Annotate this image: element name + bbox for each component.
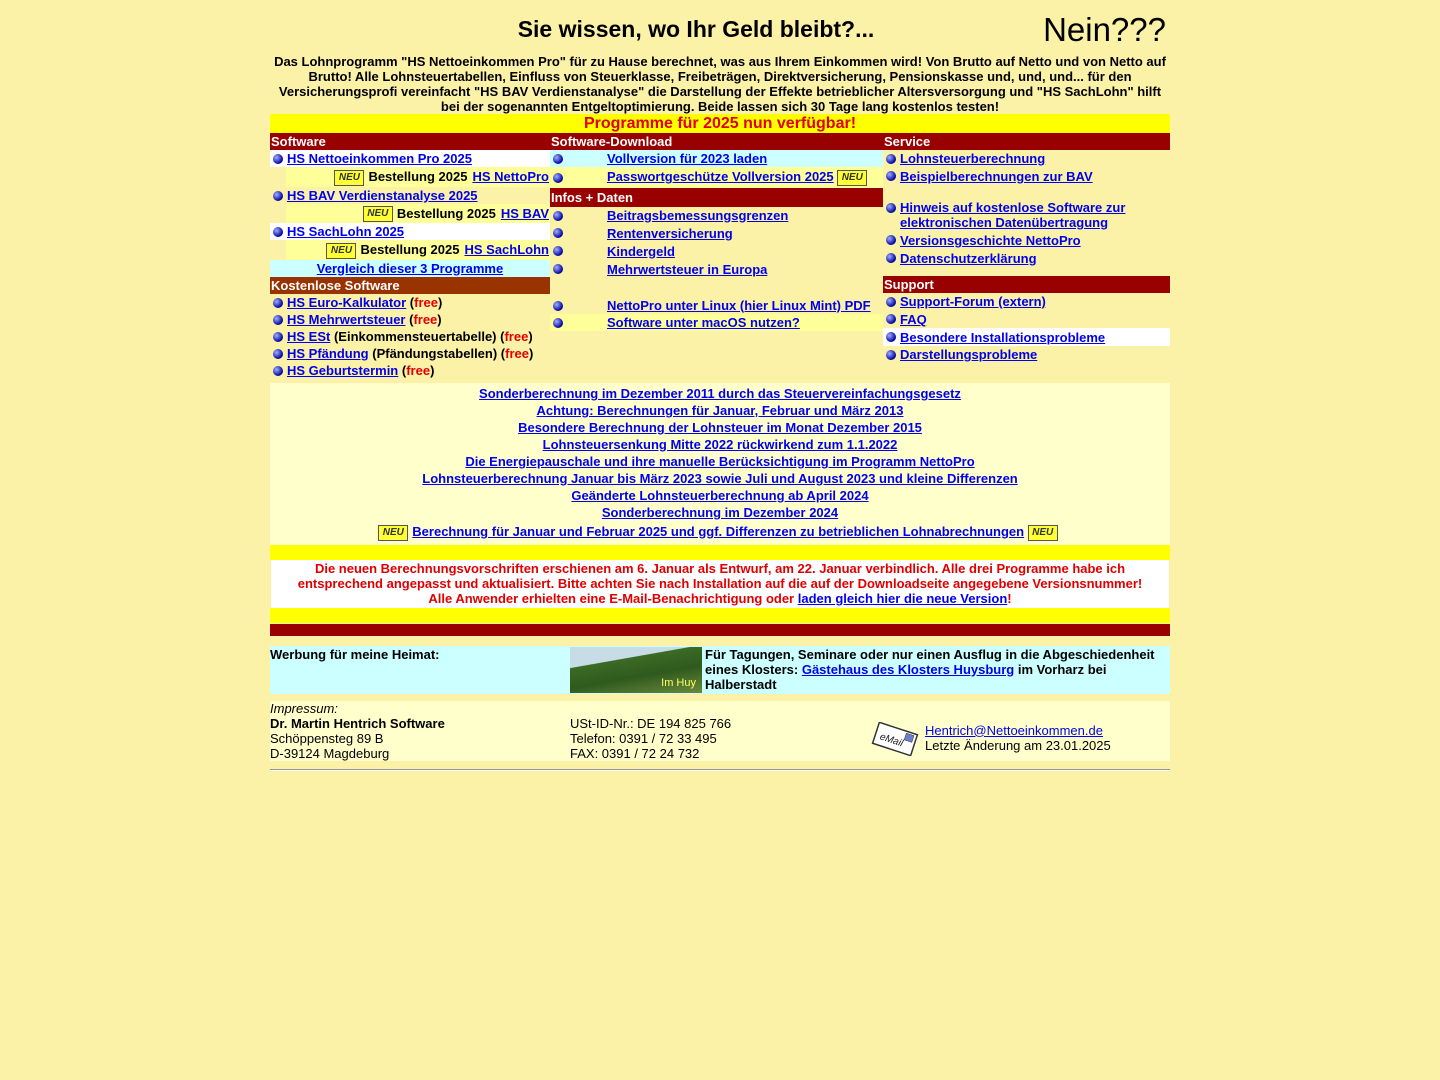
- email-icon-label: eMail: [878, 731, 905, 749]
- company-name: Dr. Martin Hentrich Software: [270, 715, 445, 731]
- bullet-icon: [886, 314, 896, 324]
- download-item: [550, 167, 883, 188]
- notice-end: !: [1007, 590, 1012, 606]
- compare-row: [270, 260, 550, 277]
- download-item: [550, 150, 883, 167]
- huysburg-link[interactable]: Gästehaus des Klosters Huysburg: [801, 661, 1015, 677]
- free-label: free: [414, 294, 438, 310]
- support-item: [883, 328, 1170, 346]
- update-notice: [271, 560, 1169, 608]
- info-item: [550, 242, 883, 260]
- link-versions[interactable]: Versionsgeschichte NettoPro: [900, 233, 1081, 248]
- special-link[interactable]: Die Energiepauschale und ihre manuelle Berücksichtigung im Programm NettoPro: [465, 454, 975, 469]
- service-column: [883, 133, 1170, 363]
- email-icon[interactable]: [870, 722, 920, 756]
- new-badge-icon: NEU: [363, 206, 393, 222]
- bullet-icon: [553, 246, 563, 256]
- red-band: [270, 624, 1170, 636]
- service-header: Service: [883, 133, 1170, 150]
- link-display-problems[interactable]: Darstellungsprobleme: [900, 347, 1038, 362]
- link-full-2025[interactable]: Passwortgeschütze Vollversion 2025: [607, 169, 834, 184]
- impressum-contact: [570, 716, 731, 761]
- service-item: [883, 150, 1170, 167]
- order-sachlohn-link[interactable]: HS SachLohn: [464, 242, 549, 258]
- software-column: [270, 133, 550, 379]
- free-label: free: [406, 362, 431, 378]
- link-full-2023[interactable]: Vollversion für 2023 laden: [607, 151, 768, 166]
- link-install-problems[interactable]: Besondere Installationsprobleme: [900, 330, 1106, 345]
- free-item: HS Mehrwertsteuer (free): [270, 311, 550, 328]
- impressum-email: [925, 723, 1111, 753]
- link-bav[interactable]: HS BAV Verdienstanalyse 2025: [287, 187, 478, 203]
- free-label: free: [413, 311, 438, 327]
- support-item: [883, 293, 1170, 310]
- link-linux[interactable]: NettoPro unter Linux (hier Linux Mint) PDF: [607, 297, 871, 313]
- pfaendung-note: (Pfändungstabellen) (: [372, 345, 506, 361]
- bullet-icon: [273, 191, 283, 201]
- bullet-icon: [886, 297, 896, 307]
- software-header: Software: [270, 133, 550, 150]
- bullet-icon: [273, 315, 283, 325]
- download-column: [550, 133, 883, 331]
- image-caption: Im Huy: [661, 676, 696, 689]
- info-item: [550, 207, 883, 224]
- software-item: [270, 223, 550, 240]
- link-lohnsteuer[interactable]: Lohnsteuerberechnung: [900, 151, 1046, 166]
- link-est[interactable]: HS ESt: [287, 328, 331, 344]
- bullet-icon: [553, 264, 563, 274]
- main-columns: [270, 133, 1170, 383]
- free-item: HS ESt (Einkommensteuertabelle) (free): [270, 328, 550, 345]
- footer-divider: [270, 769, 1170, 771]
- special-link-2025[interactable]: Berechnung für Januar und Februar 2025 und ggf. Differenzen zu betrieblichen Lohnabrechnungen: [412, 524, 1025, 539]
- bullet-icon: [273, 349, 283, 359]
- link-elster[interactable]: Hinweis auf kostenlose Software zur elektronischen Datenübertragung: [900, 200, 1126, 230]
- bullet-icon: [553, 173, 563, 183]
- phone: Telefon: 0391 / 72 33 495: [570, 730, 717, 746]
- order-nettopro-link[interactable]: HS NettoPro: [472, 169, 549, 184]
- link-macos[interactable]: Software unter macOS nutzen?: [607, 314, 800, 330]
- bullet-icon: [553, 318, 563, 328]
- order-bav-link[interactable]: HS BAV: [500, 205, 549, 221]
- info-item: [550, 224, 883, 242]
- bullet-icon: [273, 227, 283, 237]
- new-badge-icon: NEU: [837, 170, 867, 186]
- service-item: [883, 249, 1170, 270]
- special-link[interactable]: Geänderte Lohnsteuerberechnung ab April 2024: [571, 488, 869, 503]
- special-link[interactable]: Lohnsteuersenkung Mitte 2022 rückwirkend zum 1.1.2022: [542, 437, 898, 452]
- new-badge-icon: NEU: [1028, 525, 1058, 541]
- huy-landscape-image[interactable]: [570, 647, 702, 693]
- bullet-icon: [553, 301, 563, 311]
- order-row: [286, 167, 550, 187]
- bullet-icon: [886, 154, 896, 164]
- ad-text: [705, 647, 1165, 692]
- software-item: [270, 150, 550, 167]
- free-item: HS Pfändung (Pfändungstabellen) (free): [270, 345, 550, 362]
- availability-banner: Programme für 2025 nun verfügbar!: [270, 114, 1170, 133]
- compare-link[interactable]: Vergleich dieser 3 Programme: [316, 260, 504, 276]
- ad-text2: im Vorharz bei Halberstadt: [705, 661, 1107, 692]
- impressum-title: Impressum:: [270, 700, 338, 716]
- page-title: Sie wissen, wo Ihr Geld bleibt?...: [517, 16, 875, 42]
- order-label: Bestellung 2025: [360, 242, 460, 258]
- order-row: [286, 240, 550, 260]
- link-bbg[interactable]: Beitragsbemessungsgrenzen: [607, 207, 789, 223]
- special-link[interactable]: Besondere Berechnung der Lohnsteuer im Monat Dezember 2015: [518, 420, 922, 435]
- vat-id: USt-ID-Nr.: DE 194 825 766: [570, 715, 732, 731]
- bullet-icon: [886, 235, 896, 245]
- bullet-icon: [886, 171, 896, 181]
- service-item: [883, 199, 1170, 231]
- support-header: Support: [883, 276, 1170, 293]
- link-bav-examples[interactable]: Beispielberechnungen zur BAV: [900, 169, 1093, 184]
- bullet-icon: [886, 332, 896, 342]
- link-privacy[interactable]: Datenschutzerklärung: [900, 251, 1037, 266]
- notice-text: Die neuen Berechnungsvorschriften erschienen am 6. Januar als Entwurf, am 22. Januar verbindlich. Alle drei Programme habe ich entsprechend angepasst und aktualisiert. Bitte achten Sie nach Installation auf die auf der Downloadseite angegebene Versionsnummer!: [297, 560, 1143, 591]
- link-pfaendung[interactable]: HS Pfändung: [287, 345, 369, 361]
- impressum-address: [270, 701, 445, 761]
- intro-text: Das Lohnprogramm "HS Nettoeinkommen Pro" für zu Hause berechnet, was aus Ihrem Einkommen wird! Von Brutto auf Netto und von Netto auf Brutto! Alle Lohnsteuertabellen, Einfluss von Steuerklasse, Freibeträgen, Direktversicherung, Pensionskasse und, und, und... für den Versicherungsprofi vereinfacht "HS BAV Verdienstanalyse" die Darstellung der Effekte betrieblicher Altersversorgung und "HS SachLohn" hilft bei der sogenannten Entgeltoptimierung. Beide lassen sich 30 Tage lang kostenlos testen!: [274, 54, 1166, 114]
- page-answer: Nein???: [1043, 11, 1166, 48]
- page: [270, 0, 1170, 771]
- bullet-icon: [553, 211, 563, 221]
- bullet-icon: [273, 298, 283, 308]
- order-label: Bestellung 2025: [396, 205, 496, 221]
- download-header: Software-Download: [550, 133, 883, 150]
- info-item: [550, 314, 883, 331]
- service-item: [883, 231, 1170, 249]
- last-updated: Letzte Änderung am 23.01.2025: [925, 737, 1111, 753]
- link-nettopro[interactable]: HS Nettoeinkommen Pro 2025: [287, 151, 472, 166]
- new-badge-icon: NEU: [378, 525, 408, 541]
- link-kindergeld[interactable]: Kindergeld: [607, 243, 675, 259]
- bullet-icon: [273, 332, 283, 342]
- download-new-version-link[interactable]: laden gleich hier die neue Version: [797, 590, 1008, 606]
- special-link[interactable]: Sonderberechnung im Dezember 2011 durch das Steuervereinfachungsgesetz: [479, 386, 961, 401]
- bullet-icon: [886, 253, 896, 263]
- link-sachlohn[interactable]: HS SachLohn 2025: [287, 224, 405, 240]
- infos-header: Infos + Daten: [550, 188, 883, 207]
- bullet-icon: [553, 154, 563, 164]
- notice-line2: Alle Anwender erhielten eine E-Mail-Benachrichtigung oder: [428, 590, 795, 606]
- bullet-icon: [273, 154, 283, 164]
- link-mehrwertsteuer[interactable]: HS Mehrwertsteuer: [287, 311, 406, 327]
- yellow-band: [270, 608, 1170, 623]
- special-link[interactable]: Sonderberechnung im Dezember 2024: [601, 505, 839, 520]
- link-euro-kalkulator[interactable]: HS Euro-Kalkulator: [287, 294, 407, 310]
- bullet-icon: [886, 203, 896, 213]
- city: D-39124 Magdeburg: [270, 745, 390, 761]
- order-row: [286, 204, 550, 224]
- fax: FAX: 0391 / 72 24 732: [570, 745, 700, 761]
- ad-label: Werbung für meine Heimat:: [270, 646, 440, 662]
- email-link[interactable]: Hentrich@Nettoeinkommen.de: [925, 722, 1103, 738]
- bullet-icon: [553, 228, 563, 238]
- bullet-icon: [273, 366, 283, 376]
- order-label: Bestellung 2025: [368, 169, 468, 184]
- special-link[interactable]: Achtung: Berechnungen für Januar, Februar und März 2013: [536, 403, 904, 418]
- free-item: HS Euro-Kalkulator (free): [270, 294, 550, 311]
- link-forum[interactable]: Support-Forum (extern): [900, 294, 1046, 309]
- headline: [270, 0, 1170, 52]
- new-badge-icon: NEU: [334, 170, 364, 186]
- free-label: free: [505, 345, 529, 361]
- new-badge-icon: NEU: [326, 243, 356, 259]
- special-link[interactable]: Lohnsteuerberechnung Januar bis März 2023 sowie Juli und August 2023 und kleine Differenzen: [422, 471, 1018, 486]
- support-item: [883, 346, 1170, 363]
- yellow-band: [270, 545, 1170, 560]
- support-item: [883, 310, 1170, 328]
- street: Schöppensteg 89 B: [270, 730, 384, 746]
- ad-text1: Für Tagungen, Seminare oder nur einen Ausflug in die Abgeschiedenheit eines Klosters:: [705, 646, 1155, 677]
- info-item: [550, 297, 883, 314]
- impressum: [270, 701, 1170, 761]
- free-item: HS Geburtstermin (free): [270, 362, 550, 379]
- service-item: [883, 167, 1170, 185]
- link-rente[interactable]: Rentenversicherung: [607, 225, 733, 241]
- info-item: [550, 260, 883, 281]
- link-geburtstermin[interactable]: HS Geburtstermin: [287, 362, 399, 378]
- est-note: (Einkommensteuertabelle) (: [333, 328, 505, 344]
- software-item: [270, 187, 550, 204]
- special-links: [270, 383, 1170, 545]
- advertisement: [270, 646, 1170, 694]
- link-faq[interactable]: FAQ: [900, 312, 927, 327]
- free-software-header: Kostenlose Software: [270, 277, 550, 294]
- bullet-icon: [886, 350, 896, 360]
- free-label: free: [504, 328, 529, 344]
- link-mwst-europa[interactable]: Mehrwertsteuer in Europa: [607, 261, 768, 277]
